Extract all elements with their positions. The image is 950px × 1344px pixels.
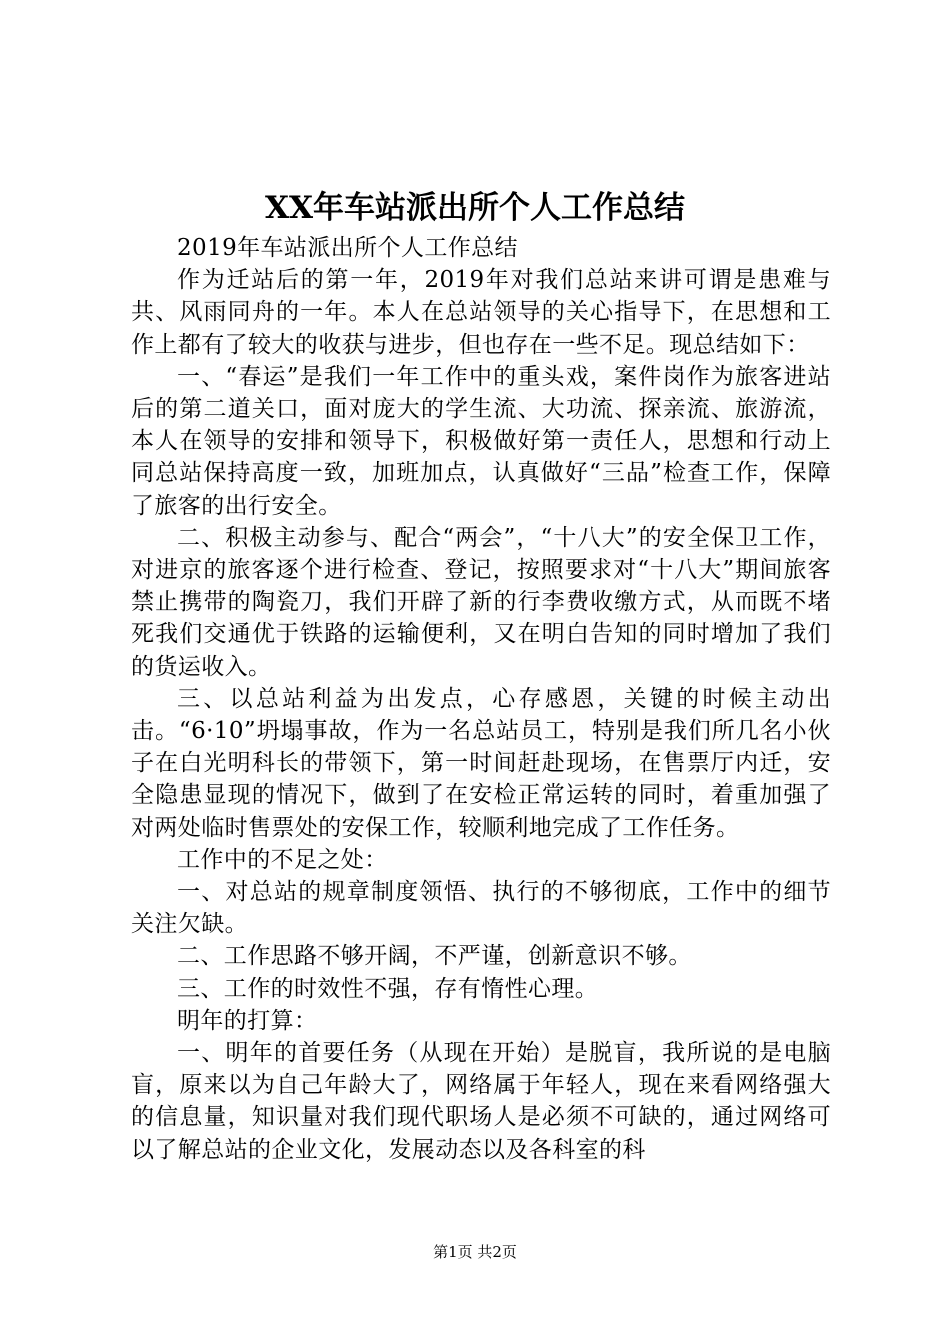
document-title: XX年车站派出所个人工作总结 <box>264 190 686 226</box>
heading-next-year-plan: 明年的打算： <box>177 1007 318 1034</box>
paragraph-spring-festival: 一、“春运”是我们一年工作中的重头戏，案件岗作为旅客进站后的第二道关口，面对庞大的学生流、大功流、探亲流、旅游流，本人在领导的安排和领导下，积极做好第一责任人，思想和行动上同总站保持高度一致，加班加点，认真做好“三品”检查工作，保障了旅客的出行安全。 <box>131 363 831 519</box>
shortcoming-item: 一、对总站的规章制度领悟、执行的不够彻底，工作中的细节关注欠缺。 <box>131 879 831 938</box>
paragraph-accident-response: 三、以总站利益为出发点，心存感恩，关键的时候主动出击。“6·10”坍塌事故，作为一名总站员工，特别是我们所几名小伙子在白光明科长的带领下，第一时间赶赴现场，在售票厅内迁，安全隐患显现的情况下，做到了在安检正常运转的同时，着重加强了对两处临时售票处的安保工作，较顺利地完成了工作任务。 <box>131 685 831 841</box>
shortcoming-item: 二、工作思路不够开阔，不严谨，创新意识不够。 <box>177 943 692 970</box>
paragraph-two-sessions: 二、积极主动参与、配合“两会”，“十八大”的安全保卫工作，对进京的旅客逐个进行检查、登记，按照要求对“十八大”期间旅客禁止携带的陶瓷刀，我们开辟了新的行李费收缴方式，从而既不堵死我们交通优于铁路的运输便利，又在明白告知的同时增加了我们的货运收入。 <box>131 524 831 680</box>
paragraph-intro: 作为迁站后的第一年，2019年对我们总站来讲可谓是患难与共、风雨同舟的一年。本人在总站领导的关心指导下，在思想和工作上都有了较大的收获与进步，但也存在一些不足。现总结如下： <box>131 267 831 358</box>
heading-shortcomings: 工作中的不足之处： <box>177 846 388 873</box>
page-number-footer: 第1页 共2页 <box>433 1243 517 1261</box>
shortcoming-item: 三、工作的时效性不强，存有惰性心理。 <box>177 975 599 1002</box>
paragraph-subtitle: 2019年车站派出所个人工作总结 <box>177 235 518 261</box>
document-body <box>131 232 831 1166</box>
plan-item: 一、明年的首要任务（从现在开始）是脱盲，我所说的是电脑盲，原来以为自己年龄大了，网络属于年轻人，现在来看网络强大的信息量，知识量对我们现代职场人是必须不可缺的，通过网络可以了解总站的企业文化，发展动态以及各科室的科 <box>131 1040 831 1163</box>
